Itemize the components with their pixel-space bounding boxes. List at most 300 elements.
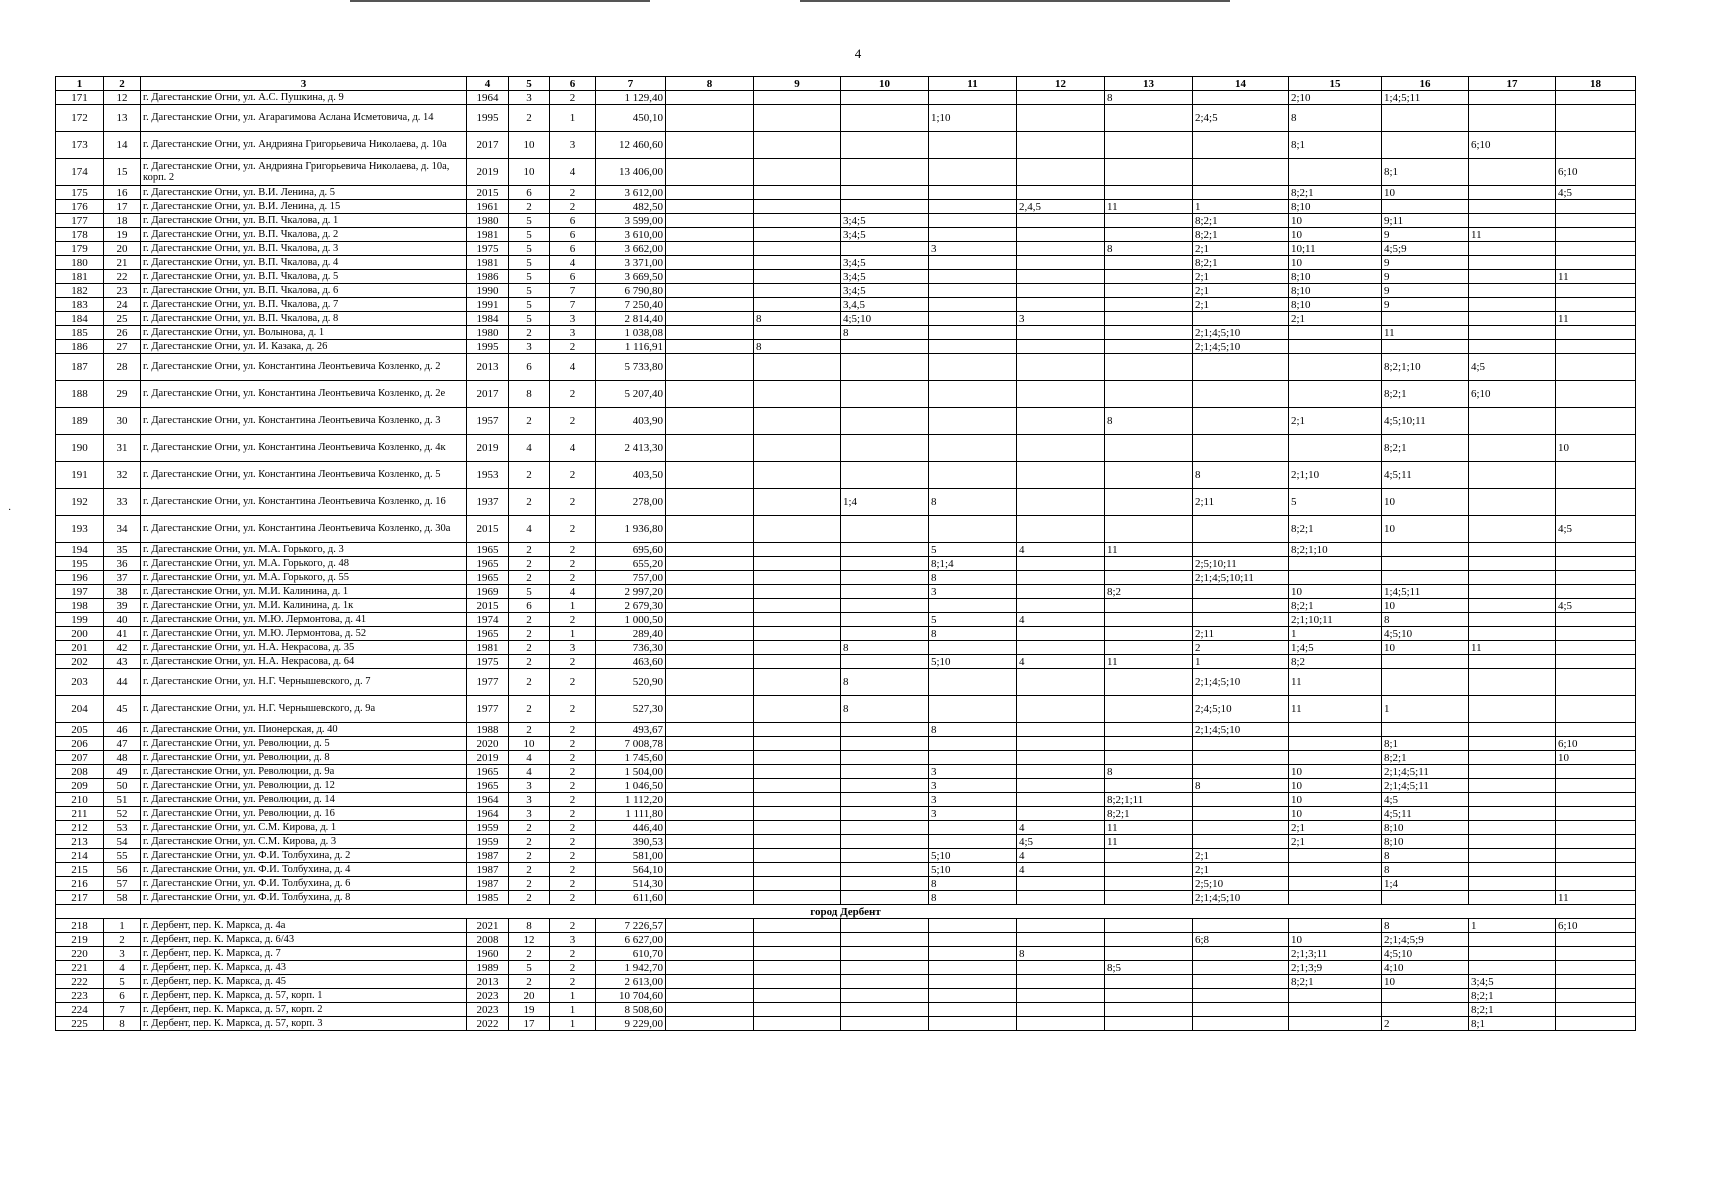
table-cell: 10 (1556, 751, 1636, 765)
table-cell: 8 (1382, 919, 1469, 933)
table-cell (666, 354, 754, 381)
table-cell: 2;1 (1289, 408, 1382, 435)
table-cell: 2 (509, 408, 550, 435)
table-cell: 26 (104, 326, 141, 340)
table-cell (1017, 186, 1105, 200)
table-cell: 3 (141, 77, 467, 91)
table-cell (929, 312, 1017, 326)
table-row (56, 669, 1636, 696)
table-cell: 180 (56, 256, 104, 270)
table-cell (1469, 821, 1556, 835)
table-cell (1556, 214, 1636, 228)
table-cell (841, 242, 929, 256)
table-cell: 52 (104, 807, 141, 821)
table-row (56, 989, 1636, 1003)
table-cell (754, 989, 841, 1003)
table-cell: 493,67 (596, 723, 666, 737)
table-cell (841, 1017, 929, 1031)
table-cell (929, 354, 1017, 381)
table-cell: 3,4,5 (841, 298, 929, 312)
table-cell: 9 (754, 77, 841, 91)
table-cell: 6 (550, 214, 596, 228)
table-cell (1289, 751, 1382, 765)
table-cell: 3 (509, 807, 550, 821)
table-cell: 8 (929, 877, 1017, 891)
table-cell (1105, 214, 1193, 228)
table-cell (1556, 571, 1636, 585)
table-cell: 2;1;4;5;11 (1382, 779, 1469, 793)
table-cell: 5 (509, 214, 550, 228)
table-cell: 2 (1193, 641, 1289, 655)
table-cell: 10 (1382, 489, 1469, 516)
table-cell: 3;4;5 (841, 214, 929, 228)
table-cell: 8 (1105, 242, 1193, 256)
table-cell (666, 891, 754, 905)
table-row (56, 821, 1636, 835)
table-cell: 9 (1382, 228, 1469, 242)
table-cell: 18 (1556, 77, 1636, 91)
table-cell: 2;1;3;11 (1289, 947, 1382, 961)
table-cell: 5 (509, 242, 550, 256)
table-cell: 2;1 (1289, 821, 1382, 835)
table-cell (666, 863, 754, 877)
table-cell: 2;1 (1289, 835, 1382, 849)
table-cell (1469, 159, 1556, 186)
table-cell: 1959 (467, 821, 509, 835)
table-cell (1556, 627, 1636, 641)
table-cell (1556, 132, 1636, 159)
table-cell (666, 669, 754, 696)
table-cell: 2021 (467, 919, 509, 933)
table-cell: 10 704,60 (596, 989, 666, 1003)
table-cell (841, 863, 929, 877)
table-cell: г. Дагестанские Огни, ул. В.П. Чкалова, д. 8 (141, 312, 467, 326)
table-row (56, 793, 1636, 807)
table-cell (1193, 765, 1289, 779)
table-cell: 10 (1289, 585, 1382, 599)
table-cell: 2 (550, 947, 596, 961)
table-cell: 8 (666, 77, 754, 91)
table-cell (1017, 381, 1105, 408)
table-cell: 187 (56, 354, 104, 381)
table-cell (1289, 863, 1382, 877)
table-cell: 2;1;4;5;10 (1193, 340, 1289, 354)
table-cell (666, 933, 754, 947)
table-cell: 8 (754, 312, 841, 326)
table-cell (1105, 613, 1193, 627)
table-cell: 191 (56, 462, 104, 489)
table-cell (666, 557, 754, 571)
table-cell: 24 (104, 298, 141, 312)
table-cell: 3 599,00 (596, 214, 666, 228)
table-cell: г. Дагестанские Огни, ул. И. Казака, д. 26 (141, 340, 467, 354)
table-cell: г. Дагестанские Огни, ул. С.М. Кирова, д. 1 (141, 821, 467, 835)
table-cell: 189 (56, 408, 104, 435)
table-cell (754, 613, 841, 627)
table-cell: 3 (550, 312, 596, 326)
table-cell: 182 (56, 284, 104, 298)
table-cell: 1987 (467, 849, 509, 863)
table-cell (1105, 669, 1193, 696)
table-cell (1017, 1017, 1105, 1031)
table-cell: 2 (550, 891, 596, 905)
table-cell (1017, 737, 1105, 751)
table-cell (1469, 793, 1556, 807)
table-cell (1105, 1003, 1193, 1017)
table-cell: 2 (509, 613, 550, 627)
table-cell: г. Дагестанские Огни, ул. М.А. Горького, д. 3 (141, 543, 467, 557)
table-cell: г. Дербент, пер. К. Маркса, д. 6/43 (141, 933, 467, 947)
table-cell: 214 (56, 849, 104, 863)
table-cell: 8;10 (1289, 270, 1382, 284)
table-cell (1017, 284, 1105, 298)
table-cell (1382, 312, 1469, 326)
table-cell (754, 933, 841, 947)
table-cell (841, 835, 929, 849)
table-cell: 183 (56, 298, 104, 312)
table-cell (841, 557, 929, 571)
table-cell: г. Дагестанские Огни, ул. Революции, д. 12 (141, 779, 467, 793)
table-cell (1469, 655, 1556, 669)
table-cell: 1975 (467, 655, 509, 669)
section-title: город Дербент (56, 905, 1636, 919)
table-cell (1469, 214, 1556, 228)
table-cell: 1987 (467, 863, 509, 877)
table-cell (1556, 489, 1636, 516)
table-cell (1469, 91, 1556, 105)
table-cell (754, 354, 841, 381)
table-row (56, 91, 1636, 105)
table-cell (929, 669, 1017, 696)
table-cell: г. Дагестанские Огни, ул. Ф.И. Толбухина, д. 2 (141, 849, 467, 863)
table-cell (1017, 571, 1105, 585)
table-cell (1469, 849, 1556, 863)
table-cell (1469, 284, 1556, 298)
table-cell: 10 (841, 77, 929, 91)
table-cell: 3 (550, 132, 596, 159)
table-cell (754, 256, 841, 270)
table-cell: 3 (929, 765, 1017, 779)
table-cell: 223 (56, 989, 104, 1003)
table-cell: г. Дагестанские Огни, ул. Н.Г. Чернышевского, д. 9а (141, 696, 467, 723)
table-cell: г. Дербент, пер. К. Маркса, д. 57, корп. 1 (141, 989, 467, 1003)
table-cell (1382, 989, 1469, 1003)
table-cell: 1 (1193, 200, 1289, 214)
table-cell (754, 435, 841, 462)
table-cell (1017, 585, 1105, 599)
table-cell (1105, 599, 1193, 613)
table-cell: 2 (550, 489, 596, 516)
table-cell (1469, 270, 1556, 284)
table-cell: 58 (104, 891, 141, 905)
table-cell: 3 (550, 326, 596, 340)
table-cell: 2013 (467, 975, 509, 989)
table-cell (1469, 242, 1556, 256)
table-cell (1193, 159, 1289, 186)
table-cell: 1 (104, 919, 141, 933)
table-cell: 4;5 (1017, 835, 1105, 849)
table-cell: 1 (550, 1003, 596, 1017)
table-cell (666, 835, 754, 849)
table-cell (1193, 919, 1289, 933)
table-cell: г. Дагестанские Огни, ул. Ф.И. Толбухина, д. 4 (141, 863, 467, 877)
table-cell: 5 207,40 (596, 381, 666, 408)
table-cell: 6;10 (1469, 381, 1556, 408)
table-cell: 12 (509, 933, 550, 947)
table-cell (1556, 228, 1636, 242)
table-cell (754, 462, 841, 489)
table-cell (666, 270, 754, 284)
table-cell: 2 (550, 807, 596, 821)
table-cell: 8 (1193, 462, 1289, 489)
table-cell: 1 936,80 (596, 516, 666, 543)
table-cell: 4;5;11 (1382, 462, 1469, 489)
table-cell (666, 599, 754, 613)
table-cell: 194 (56, 543, 104, 557)
table-cell (1105, 354, 1193, 381)
table-cell (1289, 381, 1382, 408)
table-cell (1017, 891, 1105, 905)
table-cell (1289, 159, 1382, 186)
table-cell: 51 (104, 793, 141, 807)
table-cell: 2 (509, 696, 550, 723)
table-cell: 2020 (467, 737, 509, 751)
table-cell (1017, 462, 1105, 489)
table-cell (1193, 947, 1289, 961)
table-cell: 10 (509, 132, 550, 159)
table-cell (754, 641, 841, 655)
table-cell (1105, 919, 1193, 933)
table-cell (1017, 228, 1105, 242)
table-row (56, 723, 1636, 737)
table-cell: 19 (509, 1003, 550, 1017)
table-cell: 2 (509, 200, 550, 214)
table-cell (1017, 132, 1105, 159)
table-cell (666, 947, 754, 961)
table-cell: 1 (550, 989, 596, 1003)
table-cell (1556, 961, 1636, 975)
table-cell: г. Дагестанские Огни, ул. М.И. Калинина, д. 1 (141, 585, 467, 599)
table-cell (666, 326, 754, 340)
table-cell: 610,70 (596, 947, 666, 961)
table-cell: 1 000,50 (596, 613, 666, 627)
table-cell: 3 (509, 91, 550, 105)
table-cell (929, 516, 1017, 543)
table-row (56, 807, 1636, 821)
table-cell: 2 (550, 613, 596, 627)
table-cell: 2 (550, 340, 596, 354)
table-row (56, 599, 1636, 613)
table-cell (754, 91, 841, 105)
table-cell: г. Дагестанские Огни, ул. Константина Леонтьевича Козленко, д. 16 (141, 489, 467, 516)
table-row (56, 765, 1636, 779)
table-cell: 2 (509, 571, 550, 585)
table-cell (1556, 91, 1636, 105)
table-cell (1105, 1017, 1193, 1031)
table-cell: 175 (56, 186, 104, 200)
table-cell: 390,53 (596, 835, 666, 849)
table-cell (1105, 462, 1193, 489)
table-cell (754, 105, 841, 132)
table-cell: 2 (509, 835, 550, 849)
table-cell (1105, 256, 1193, 270)
table-cell (1289, 557, 1382, 571)
table-cell (666, 641, 754, 655)
table-cell (929, 256, 1017, 270)
table-cell: 655,20 (596, 557, 666, 571)
table-cell: 450,10 (596, 105, 666, 132)
table-cell (1382, 340, 1469, 354)
table-cell (754, 849, 841, 863)
table-cell: 8;1 (1382, 737, 1469, 751)
table-cell: г. Дагестанские Огни, ул. Н.Г. Чернышевского, д. 7 (141, 669, 467, 696)
table-cell: 3 662,00 (596, 242, 666, 256)
table-cell: 6 (550, 77, 596, 91)
table-cell: 1984 (467, 312, 509, 326)
table-cell: 55 (104, 849, 141, 863)
table-cell: 1975 (467, 242, 509, 256)
table-cell: 1;4 (841, 489, 929, 516)
table-row (56, 270, 1636, 284)
table-cell (754, 835, 841, 849)
table-cell (1017, 919, 1105, 933)
table-cell (841, 807, 929, 821)
table-row (56, 751, 1636, 765)
table-cell (929, 228, 1017, 242)
table-cell: 5 (509, 77, 550, 91)
table-cell: 446,40 (596, 821, 666, 835)
table-cell (841, 462, 929, 489)
table-cell (1193, 961, 1289, 975)
table-row (56, 543, 1636, 557)
table-cell: 4 (1017, 655, 1105, 669)
table-cell: 1 116,91 (596, 340, 666, 354)
table-cell: 3 (929, 779, 1017, 793)
table-cell (1017, 877, 1105, 891)
table-cell (666, 91, 754, 105)
table-row (56, 214, 1636, 228)
table-cell (1105, 228, 1193, 242)
table-cell: 2 (550, 975, 596, 989)
table-cell (666, 765, 754, 779)
table-cell (754, 975, 841, 989)
table-cell: 4 (509, 765, 550, 779)
table-cell: г. Дагестанские Огни, ул. М.И. Калинина, д. 1к (141, 599, 467, 613)
table-cell: 695,60 (596, 543, 666, 557)
table-cell: 220 (56, 947, 104, 961)
table-cell: 11 (1289, 669, 1382, 696)
table-cell: 37 (104, 571, 141, 585)
table-cell: 2 (550, 723, 596, 737)
table-cell (666, 613, 754, 627)
table-cell (1017, 91, 1105, 105)
table-cell (1017, 627, 1105, 641)
table-cell (1556, 723, 1636, 737)
table-cell: 514,30 (596, 877, 666, 891)
table-cell (1556, 105, 1636, 132)
table-cell: 12 (104, 91, 141, 105)
table-cell: 3 (550, 933, 596, 947)
table-cell: 40 (104, 613, 141, 627)
table-cell: 32 (104, 462, 141, 489)
table-cell (1289, 849, 1382, 863)
table-cell (1105, 975, 1193, 989)
table-cell: 171 (56, 91, 104, 105)
table-cell (841, 877, 929, 891)
table-cell (929, 91, 1017, 105)
table-cell (1469, 723, 1556, 737)
table-cell: 1 112,20 (596, 793, 666, 807)
table-cell: 1977 (467, 669, 509, 696)
table-cell: 11 (1105, 835, 1193, 849)
table-cell: 1 (550, 105, 596, 132)
table-cell (1017, 765, 1105, 779)
table-row (56, 863, 1636, 877)
table-cell: 219 (56, 933, 104, 947)
table-cell: 2 (550, 557, 596, 571)
table-cell (1469, 516, 1556, 543)
table-cell (1193, 989, 1289, 1003)
table-cell (754, 655, 841, 669)
table-cell: 10 (1382, 599, 1469, 613)
table-cell: 8;2;1;11 (1105, 793, 1193, 807)
table-cell: 211 (56, 807, 104, 821)
table-cell: 2 997,20 (596, 585, 666, 599)
table-row (56, 961, 1636, 975)
table-cell: 2 (550, 835, 596, 849)
table-cell: 6 (550, 242, 596, 256)
table-cell: 8 (509, 919, 550, 933)
table-cell: г. Дербент, пер. К. Маркса, д. 57, корп. 2 (141, 1003, 467, 1017)
table-cell (1105, 298, 1193, 312)
table-cell (1556, 933, 1636, 947)
table-cell: 2017 (467, 132, 509, 159)
table-cell: 527,30 (596, 696, 666, 723)
table-cell (666, 877, 754, 891)
table-cell (1556, 408, 1636, 435)
table-cell (1469, 779, 1556, 793)
table-cell: 4 (509, 516, 550, 543)
table-cell (1193, 793, 1289, 807)
table-cell: г. Дагестанские Огни, ул. Андрияна Григорьевича Николаева, д. 10а (141, 132, 467, 159)
table-cell (1289, 877, 1382, 891)
table-cell: 1 038,08 (596, 326, 666, 340)
table-cell (1469, 891, 1556, 905)
table-cell (666, 543, 754, 557)
table-cell: 1;4 (1382, 877, 1469, 891)
table-cell: г. Дагестанские Огни, ул. Ф.И. Толбухина, д. 6 (141, 877, 467, 891)
table-cell: 1 (550, 627, 596, 641)
table-cell (929, 214, 1017, 228)
table-cell: 2 (550, 516, 596, 543)
table-cell (1469, 312, 1556, 326)
table-cell: 11 (1105, 655, 1193, 669)
table-cell: 8 (929, 571, 1017, 585)
table-cell: 1 (550, 599, 596, 613)
table-cell: 8 (841, 669, 929, 696)
table-cell: 8 (104, 1017, 141, 1031)
table-cell (1105, 723, 1193, 737)
table-cell: 8;2;1 (1105, 807, 1193, 821)
table-cell: 4;5 (1469, 354, 1556, 381)
table-cell (754, 723, 841, 737)
table-cell (666, 989, 754, 1003)
table-cell: 31 (104, 435, 141, 462)
table-cell: 5 (509, 256, 550, 270)
table-row (56, 849, 1636, 863)
table-cell: 2 (550, 696, 596, 723)
table-cell: 1 (1382, 696, 1469, 723)
